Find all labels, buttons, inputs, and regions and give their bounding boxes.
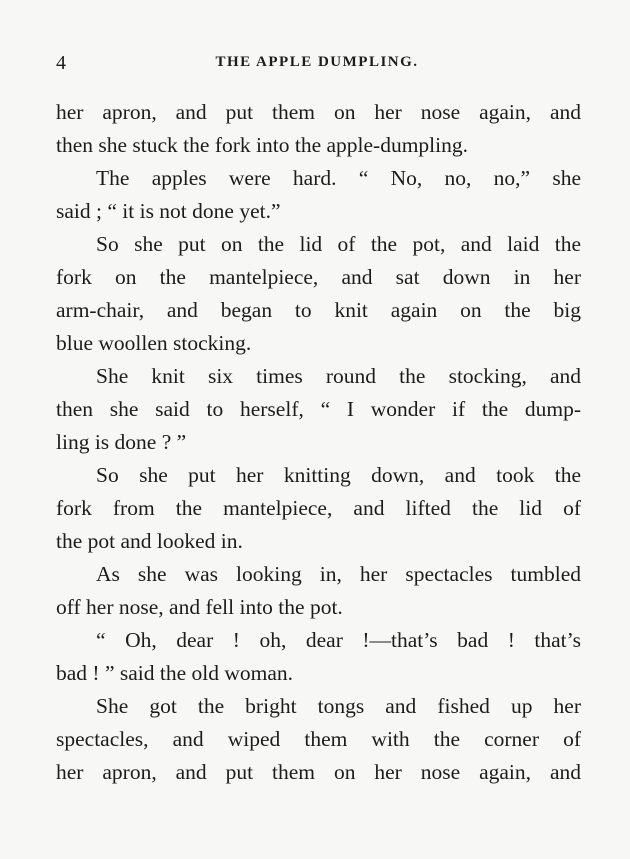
text-line: blue woollen stocking. xyxy=(56,331,252,355)
text-line: So she put her knitting down, and took the xyxy=(96,463,581,487)
text-line: spectacles, and wiped them with the corner of xyxy=(56,727,581,751)
text-line: arm-chair, and began to knit again on the big xyxy=(56,298,581,322)
text-line: off her nose, and fell into the pot. xyxy=(56,595,343,619)
text-line: the pot and looked in. xyxy=(56,529,243,553)
text-line: The apples were hard. “ No, no, no,” she xyxy=(96,166,581,190)
text-line: fork on the mantelpiece, and sat down in her xyxy=(56,265,581,289)
running-title: THE APPLE DUMPLING. xyxy=(215,54,419,70)
page-number: 4 xyxy=(56,52,66,74)
body-text xyxy=(56,96,581,789)
text-line: “ Oh, dear ! oh, dear !—that’s bad ! that’s xyxy=(96,628,581,652)
text-line: ling is done ? ” xyxy=(56,430,187,454)
text-line: As she was looking in, her spectacles tumbled xyxy=(96,562,581,586)
text-line: said ; “ it is not done yet.” xyxy=(56,199,281,223)
text-line: So she put on the lid of the pot, and laid the xyxy=(96,232,581,256)
text-line: bad ! ” said the old woman. xyxy=(56,661,294,685)
text-line: then she said to herself, “ I wonder if the dump- xyxy=(56,397,581,421)
text-line: her apron, and put them on her nose again, and xyxy=(56,100,581,124)
page-header xyxy=(56,52,578,78)
text-line: She knit six times round the stocking, and xyxy=(96,364,581,388)
text-line: She got the bright tongs and fished up her xyxy=(96,694,581,718)
text-line: then she stuck the fork into the apple-dumpling. xyxy=(56,133,468,157)
text-line: her apron, and put them on her nose again, and xyxy=(56,760,581,784)
text-line: fork from the mantelpiece, and lifted the lid of xyxy=(56,496,581,520)
